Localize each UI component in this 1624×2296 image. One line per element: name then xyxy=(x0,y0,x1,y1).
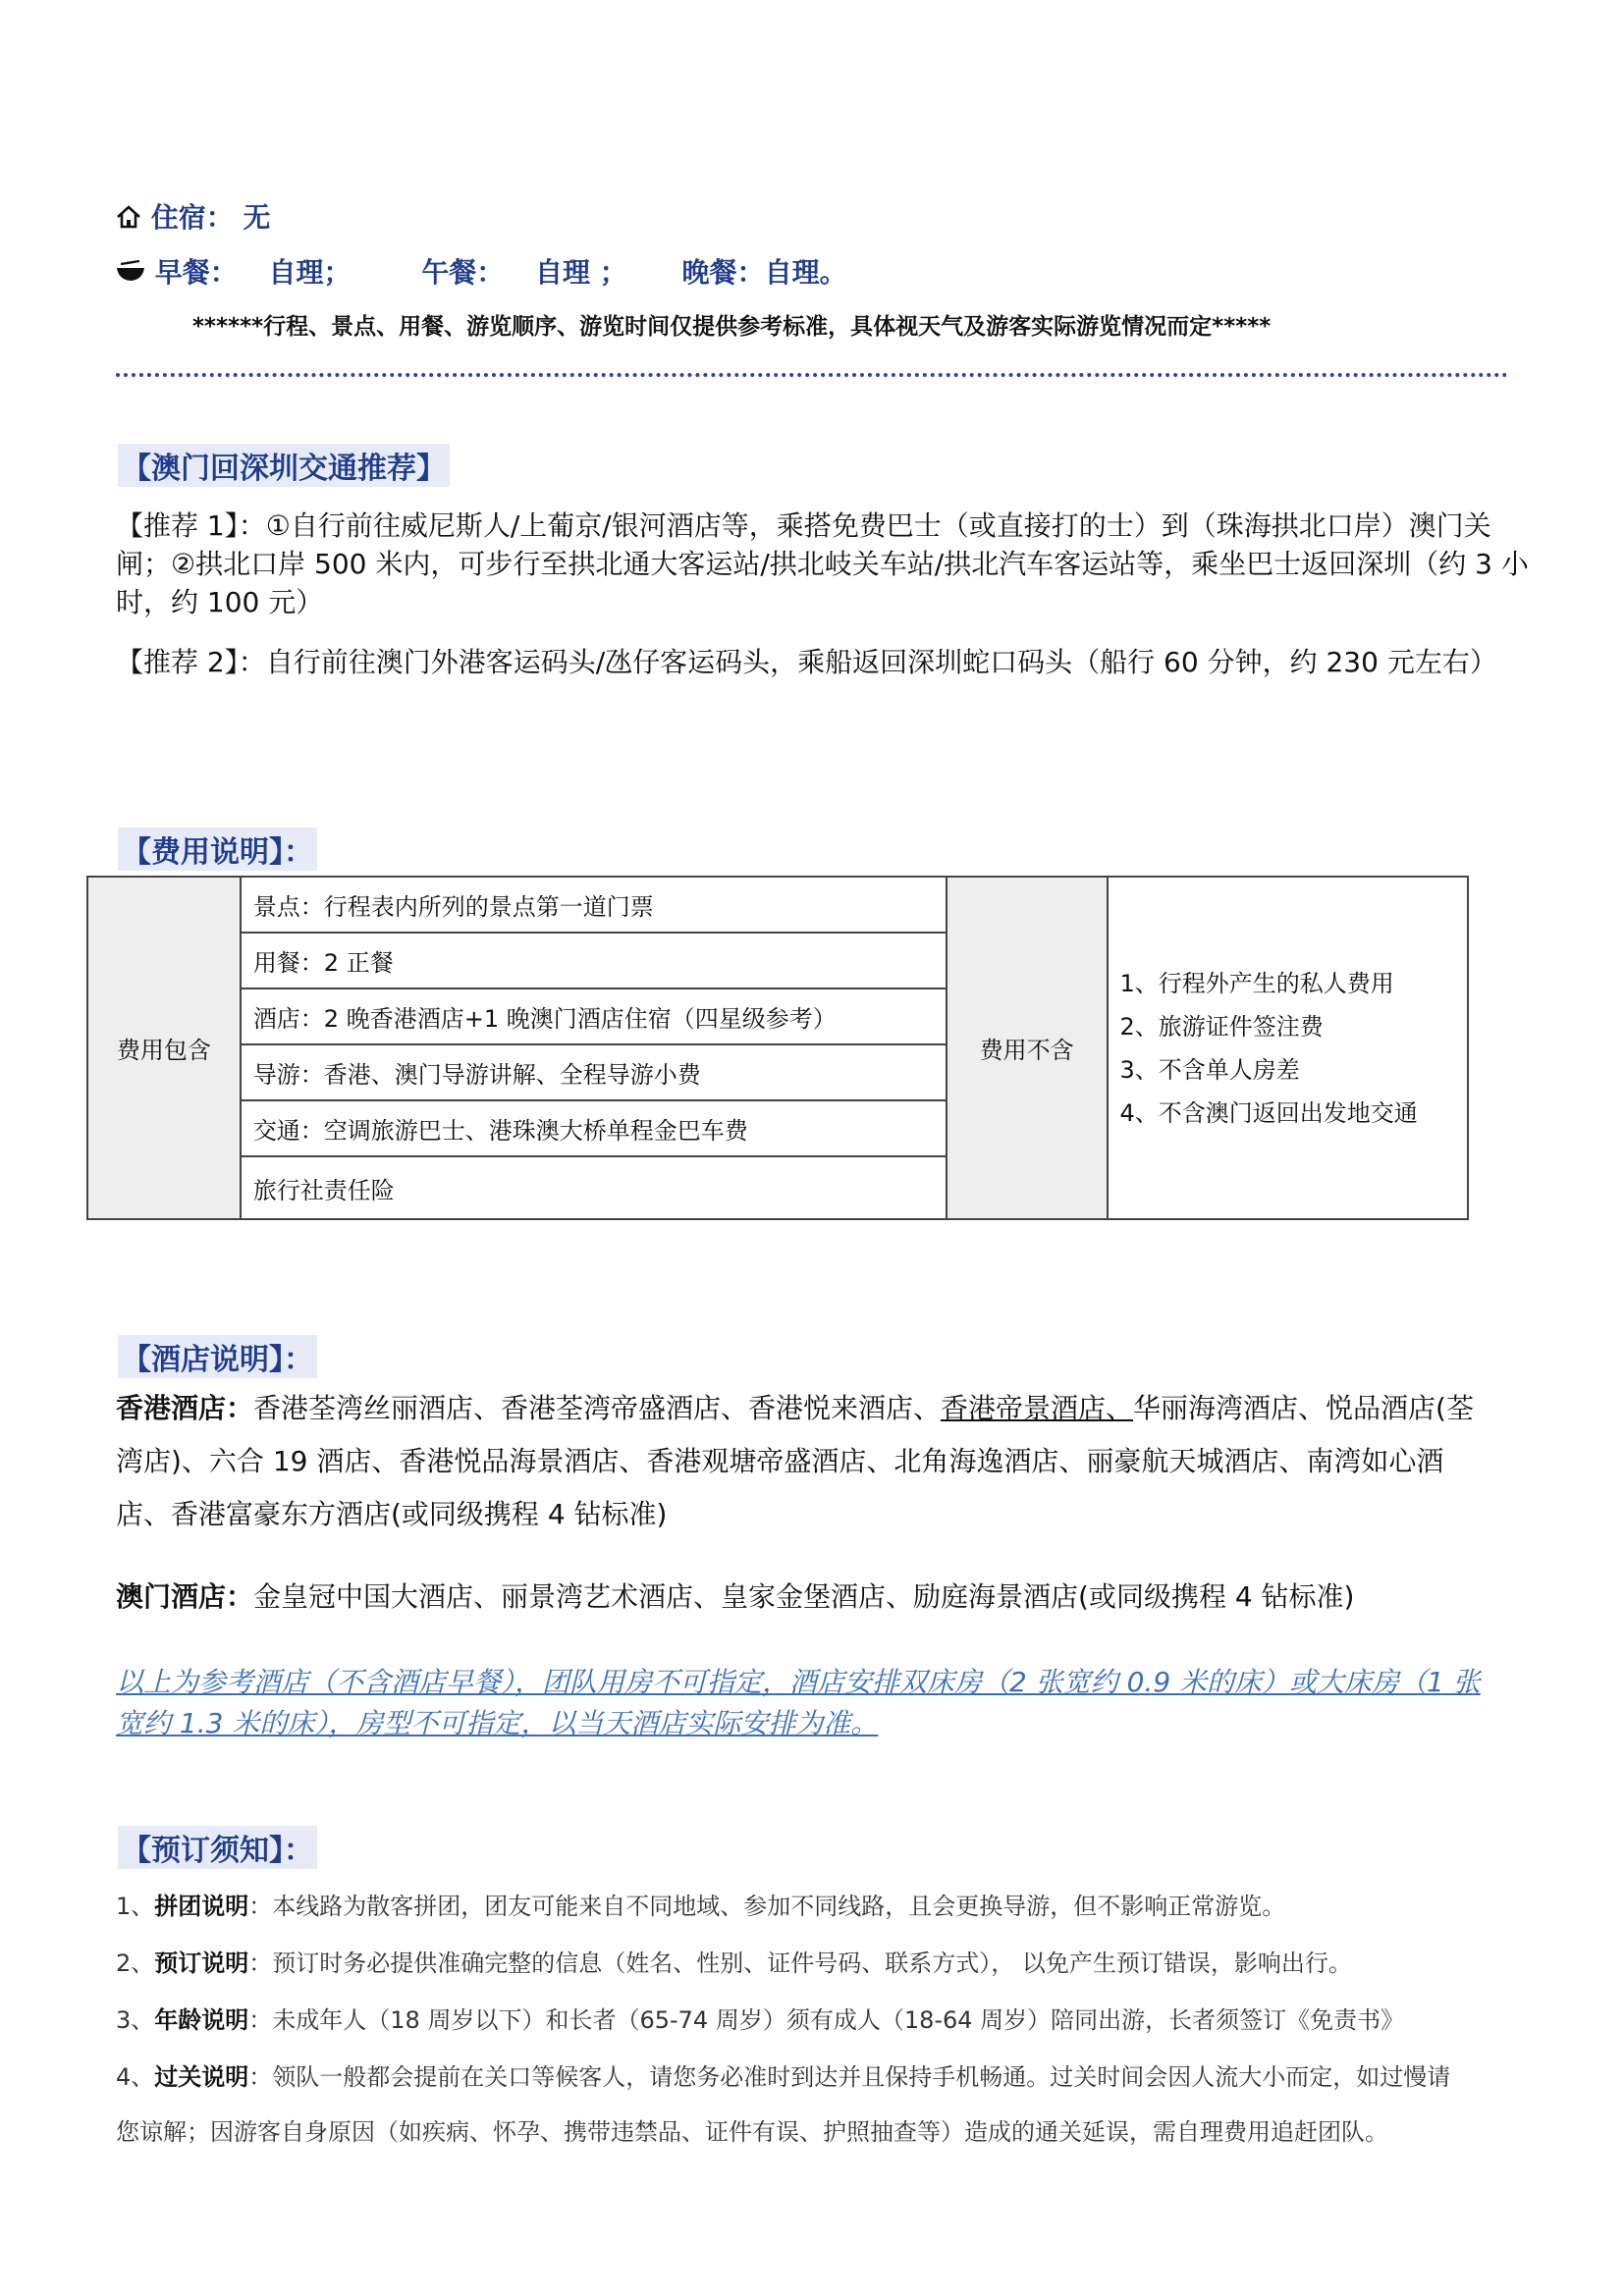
rec2-text: 自行前往澳门外港客运码头/氹仔客运码头，乘船返回深圳蛇口码头（船行 60 分钟，约 230 元左右） xyxy=(265,646,1497,678)
lodging-value: 无 xyxy=(243,201,271,234)
hk-hotels-text-b: 华丽海湾酒店、悦品酒店(荃湾店)、六合 19 酒店、香港悦品海景酒店、香港观塘帝盛酒店、北角海逸酒店、丽豪航天城酒店、南湾如心酒店、香港富豪东方酒店(或同级携程 4 钻标准) xyxy=(116,1392,1474,1530)
hk-hotels xyxy=(116,1382,1490,1541)
booking-title: 【预订须知】： xyxy=(118,1826,317,1869)
lodging-label: 住宿： xyxy=(150,201,234,234)
booking-item xyxy=(116,1944,1352,1978)
fee-excluded-item: 4、不含澳门返回出发地交通 xyxy=(1119,1098,1418,1127)
home-icon xyxy=(116,201,151,234)
transport-title: 【澳门回深圳交通推荐】 xyxy=(118,444,450,487)
transport-rec2 xyxy=(116,643,1530,681)
fee-excluded-item: 2、旅游证件签注费 xyxy=(1119,1012,1324,1041)
rec2-label: 【推荐 2】： xyxy=(116,646,266,678)
booking-item-text: ：未成年人（18 周岁以下）和长者（65-74 周岁）须有成人（18-64 周岁）陪同出游，长者须签订《免责书》 xyxy=(248,2006,1405,2034)
meals-line xyxy=(116,251,847,291)
dotted-divider xyxy=(116,373,1508,377)
fee-included-label: 费用包含 xyxy=(87,877,241,1219)
fee-included-item: 旅行社责任险 xyxy=(241,1156,947,1219)
hotels-title: 【酒店说明】： xyxy=(118,1335,317,1378)
fees-title: 【费用说明】： xyxy=(118,828,317,871)
booking-item xyxy=(116,2057,1450,2092)
fee-table xyxy=(86,876,1469,1220)
fee-excluded-list xyxy=(1108,877,1469,1219)
lunch-label: 午餐： xyxy=(421,256,505,289)
dinner-value: 自理。 xyxy=(764,256,847,289)
bowl-icon xyxy=(116,256,155,289)
booking-item-num: 2、 xyxy=(116,1949,155,1977)
transport-rec1 xyxy=(116,507,1530,621)
fee-excluded-item: 1、行程外产生的私人费用 xyxy=(1119,969,1394,997)
booking-item-label: 拼团说明 xyxy=(154,1893,249,1920)
booking-item xyxy=(116,2001,1404,2035)
macau-hotels xyxy=(116,1571,1530,1624)
booking-item-text: ：本线路为散客拼团，团友可能来自不同地域、参加不同线路，且会更换导游，但不影响正常游览。 xyxy=(248,1893,1286,1920)
breakfast-label: 早餐： xyxy=(154,256,238,289)
fee-excluded-item: 3、不含单人房差 xyxy=(1119,1055,1300,1084)
fee-included-item: 导游：香港、澳门导游讲解、全程导游小费 xyxy=(241,1044,947,1100)
hk-hotels-underlined: 香港帝景酒店、 xyxy=(941,1392,1134,1424)
booking-item-continued: 您谅解；因游客自身原因（如疾病、怀孕、携带违禁品、证件有误、护照抽查等）造成的通关延误，需自理费用追赶团队。 xyxy=(116,2118,1388,2146)
fee-included-item: 酒店：2 晚香港酒店+1 晚澳门酒店住宿（四星级参考） xyxy=(241,988,947,1044)
macau-hotels-text: 金皇冠中国大酒店、丽景湾艺术酒店、皇家金堡酒店、励庭海景酒店(或同级携程 4 钻标准) xyxy=(253,1580,1355,1613)
lodging-line xyxy=(116,196,271,236)
fee-excluded-label: 费用不含 xyxy=(947,877,1108,1219)
lunch-value: 自理 ； xyxy=(535,256,627,289)
rec1-text: ①自行前往威尼斯人/上葡京/银河酒店等，乘搭免费巴士（或直接打的士）到（珠海拱北口岸）澳门关闸；②拱北口岸 500 米内，可步行至拱北通大客运站/拱北岐关车站/拱北汽车客运站等，乘坐巴士返回深圳（约 3 小时，约 100 元） xyxy=(116,509,1529,618)
booking-item-label: 过关说明 xyxy=(154,2063,249,2091)
booking-item-label: 预订说明 xyxy=(154,1949,249,1977)
dinner-label: 晚餐： xyxy=(681,256,765,289)
fee-included-item: 交通：空调旅游巴士、港珠澳大桥单程金巴车费 xyxy=(241,1100,947,1156)
macau-hotels-label: 澳门酒店： xyxy=(116,1580,254,1613)
booking-item xyxy=(116,1887,1285,1921)
booking-item-num: 4、 xyxy=(116,2063,155,2091)
booking-item-text: ：领队一般都会提前在关口等候客人，请您务必准时到达并且保持手机畅通。过关时间会因人流大小而定，如过慢请 xyxy=(248,2063,1451,2091)
hk-hotels-label: 香港酒店： xyxy=(116,1392,254,1424)
fee-included-item: 景点：行程表内所列的景点第一道门票 xyxy=(241,877,947,933)
booking-item-num: 1、 xyxy=(116,1893,155,1920)
hk-hotels-text-a: 香港荃湾丝丽酒店、香港荃湾帝盛酒店、香港悦来酒店、 xyxy=(253,1392,942,1424)
booking-item-text: ：预订时务必提供准确完整的信息（姓名、性别、证件号码、联系方式）， 以免产生预订错误，影响出行。 xyxy=(248,1949,1352,1977)
fee-included-item: 用餐：2 正餐 xyxy=(241,933,947,988)
booking-item-num: 3、 xyxy=(116,2006,155,2034)
booking-item-label: 年龄说明 xyxy=(154,2006,249,2034)
breakfast-value: 自理； xyxy=(268,256,352,289)
hotel-note: 以上为参考酒店（不含酒店早餐），团队用房不可指定，酒店安排双床房（2 张宽约 0.9 米的床）或大床房（1 张宽约 1.3 米的床），房型不可指定，以当天酒店实际安排为准。 xyxy=(116,1666,1481,1739)
itinerary-notice: ******行程、景点、用餐、游览顺序、游览时间仅提供参考标准，具体视天气及游客实际游览情况而定***** xyxy=(192,314,1272,340)
rec1-label: 【推荐 1】： xyxy=(116,509,266,542)
